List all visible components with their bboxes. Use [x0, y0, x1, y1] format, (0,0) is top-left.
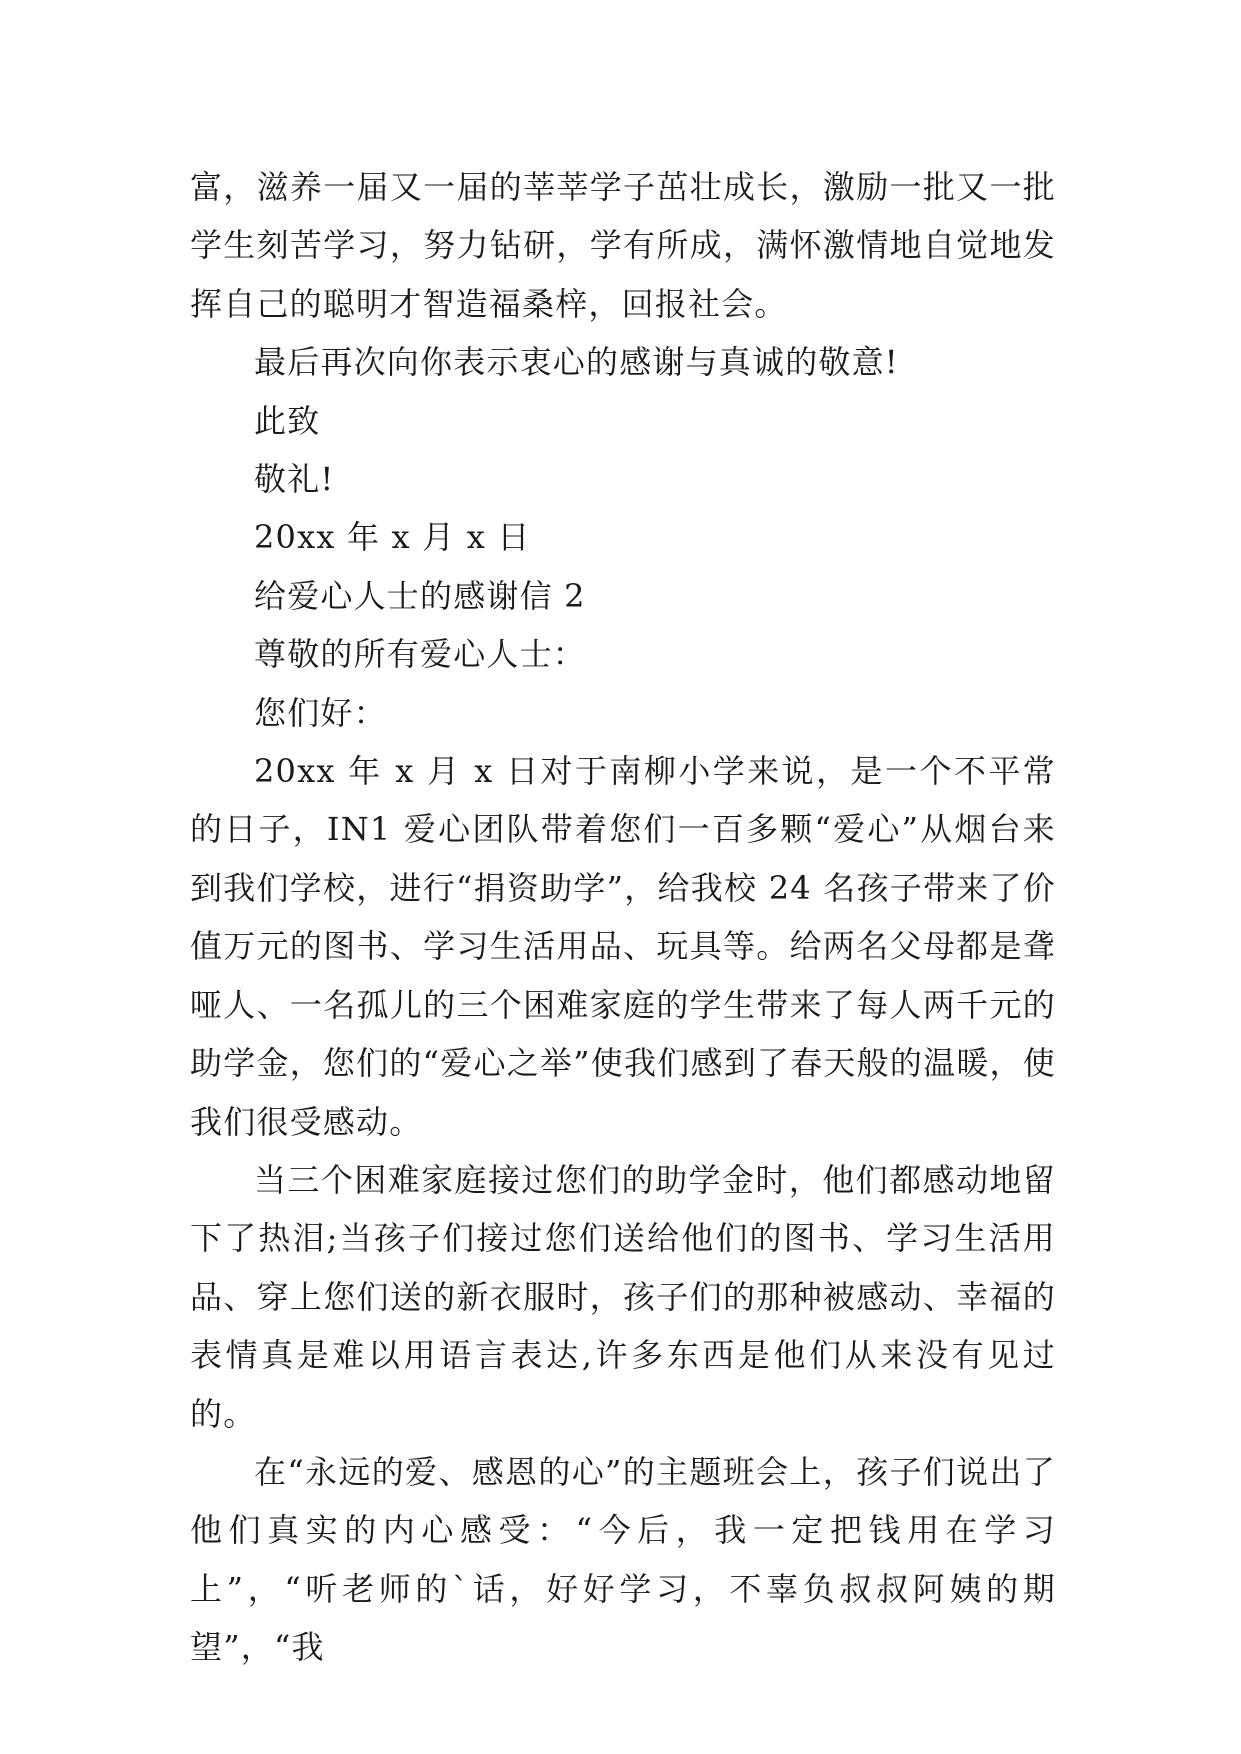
paragraph-event: 20xx 年 x 月 x 日对于南柳小学来说，是一个不平常的日子，IN1 爱心团队带着您们一百多颗“爱心”从烟台来到我们学校，进行“捐资助学”，给我校 24 名孩子带来了价值万元的图书、学习生活用品、玩具等。给两名父母都是聋哑人、一名孤儿的三个困难家庭的学生带来了每人两千元的助学金，您们的“爱心之举”使我们感到了春天般的温暖，使我们很受感动。: [190, 752, 1056, 1141]
paragraph-reaction: 当三个困难家庭接过您们的助学金时，他们都感动地留下了热泪;当孩子们接过您们送给他们的图书、学习生活用品、穿上您们送的新衣服时，孩子们的那种被感动、幸福的表情真是难以用语言表达,许多东西是他们从来没有见过的。: [190, 1160, 1056, 1433]
letter-body: [190, 158, 1056, 1677]
paragraph-closing-thanks: 最后再次向你表示衷心的感谢与真诚的敬意!: [254, 343, 899, 382]
paragraph-date: 20xx 年 x 月 x 日: [254, 518, 531, 557]
paragraph-salutation-cizhi: 此致: [254, 401, 321, 440]
paragraph-salutation-jingli: 敬礼!: [254, 460, 335, 499]
letter-greeting-hello: 您们好：: [254, 693, 387, 732]
letter-greeting-recipient: 尊敬的所有爱心人士：: [254, 635, 587, 674]
paragraph-continuation: 富，滋养一届又一届的莘莘学子茁壮成长，激励一批又一批学生刻苦学习，努力钻研，学有所成，满怀激情地自觉地发挥自己的聪明才智造福桑梓，回报社会。: [190, 168, 1056, 323]
paragraph-class-meeting: 在“永远的爱、感恩的心”的主题班会上，孩子们说出了他们真实的内心感受：“今后，我一定把钱用在学习上”，“听老师的`话，好好学习，不辜负叔叔阿姨的期望”，“我: [190, 1452, 1056, 1667]
letter-title: 给爱心人士的感谢信 2: [254, 576, 586, 615]
